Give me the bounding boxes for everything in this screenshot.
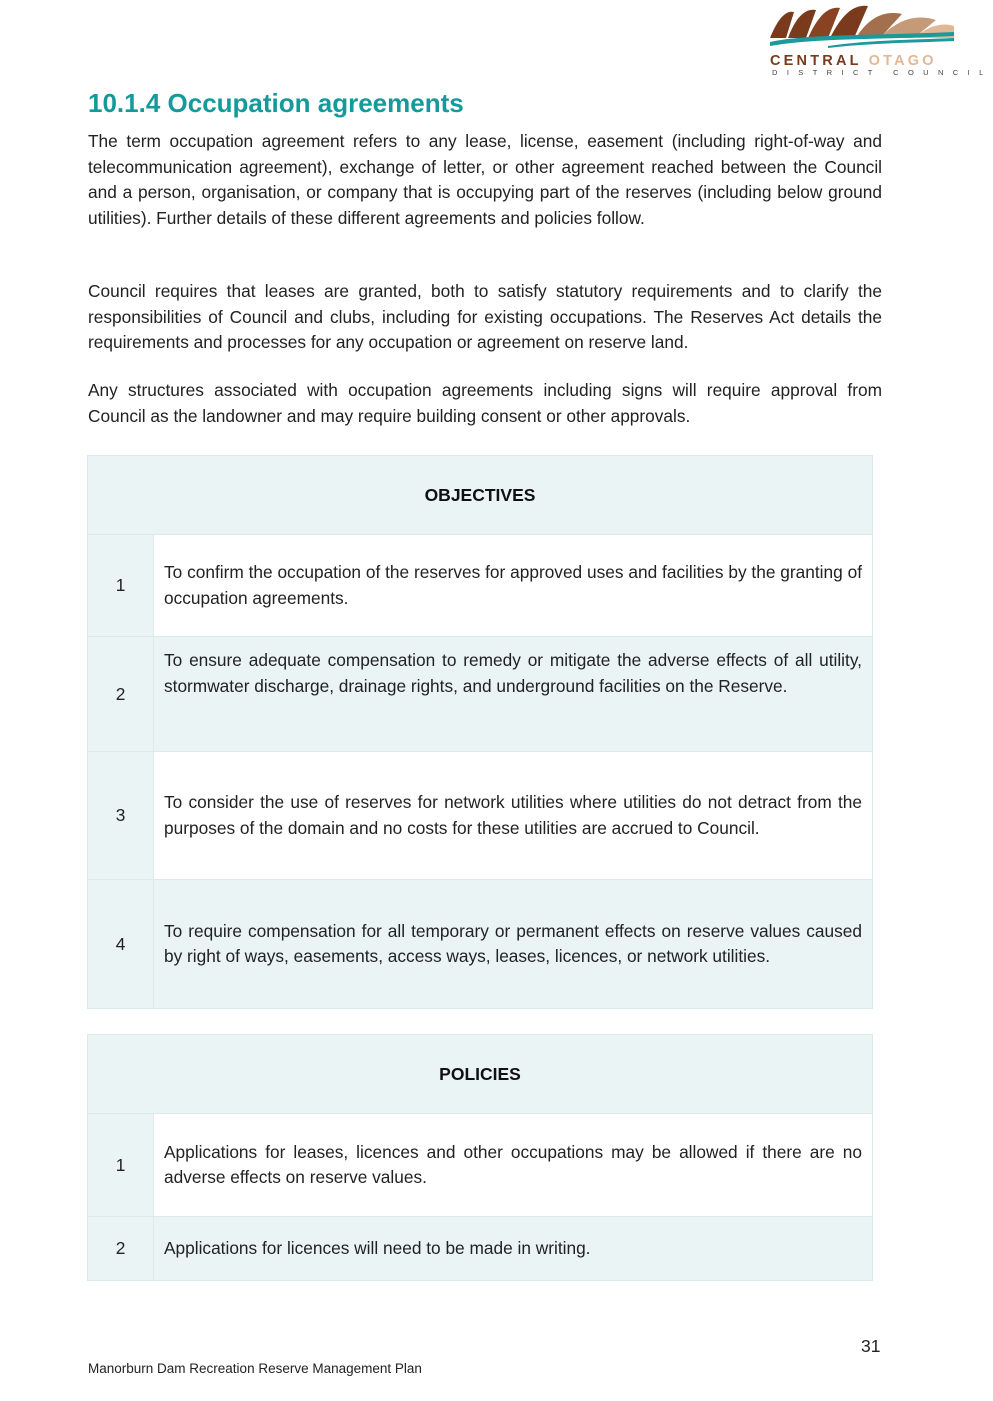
row-text: Applications for leases, licences and other occupations may be allowed if there are no adverse effects on reserve values. <box>154 1114 873 1217</box>
table-row <box>88 637 873 752</box>
objectives-title: OBJECTIVES <box>88 456 873 535</box>
row-text: To require compensation for all temporary or permanent effects on reserve values caused by right of ways, easements, access ways, leases, licences, or network utilities. <box>154 880 873 1009</box>
page-number: 31 <box>861 1336 881 1356</box>
hills-river-logo-icon <box>768 2 956 54</box>
row-number: 1 <box>88 1114 154 1217</box>
policies-title: POLICIES <box>88 1035 873 1114</box>
objectives-header-row <box>88 456 873 535</box>
logo-subtitle: DISTRICT COUNCIL <box>772 68 993 77</box>
logo-word-central: CENTRAL <box>770 53 862 69</box>
logo-wordmark <box>770 53 937 69</box>
row-number: 2 <box>88 1217 154 1281</box>
structures-paragraph: Any structures associated with occupation agreements including signs will require approval from Council as the landowner and may require building consent or other approvals. <box>88 380 882 426</box>
row-text: Applications for licences will need to be made in writing. <box>154 1217 873 1281</box>
row-number: 2 <box>88 637 154 752</box>
row-text: To ensure adequate compensation to remedy or mitigate the adverse effects of all utility, stormwater discharge, drainage rights, and underground facilities on the Reserve. <box>154 637 873 752</box>
table-row <box>88 1114 873 1217</box>
row-number: 1 <box>88 535 154 637</box>
table-row <box>88 752 873 880</box>
row-text: To confirm the occupation of the reserves for approved uses and facilities by the granting of occupation agreements. <box>154 535 873 637</box>
leases-paragraph: Council requires that leases are granted, both to satisfy statutory requirements and to clarify the responsibilities of Council and clubs, including for existing occupations. The Reserves Act details the requirements and processes for any occupation or agreement on reserve land. <box>88 281 882 352</box>
table-row <box>88 1217 873 1281</box>
objectives-table <box>87 455 873 1009</box>
council-logo <box>768 2 993 78</box>
policies-header-row <box>88 1035 873 1114</box>
section-heading: 10.1.4 Occupation agreements <box>88 88 464 118</box>
table-row <box>88 535 873 637</box>
intro-paragraph: The term occupation agreement refers to any lease, license, easement (including right-of-way and telecommunication agreement), exchange of letter, or other agreement reached between the Council and a person, organisation, or company that is occupying part of the reserves (including below ground utilities). Further details of these different agreements and policies follow. <box>88 131 882 228</box>
row-number: 3 <box>88 752 154 880</box>
document-footer: Manorburn Dam Recreation Reserve Management Plan <box>88 1361 422 1376</box>
policies-table <box>87 1034 873 1281</box>
table-row <box>88 880 873 1009</box>
logo-word-otago: OTAGO <box>868 53 937 69</box>
row-number: 4 <box>88 880 154 1009</box>
row-text: To consider the use of reserves for network utilities where utilities do not detract from the purposes of the domain and no costs for these utilities are accrued to Council. <box>154 752 873 880</box>
